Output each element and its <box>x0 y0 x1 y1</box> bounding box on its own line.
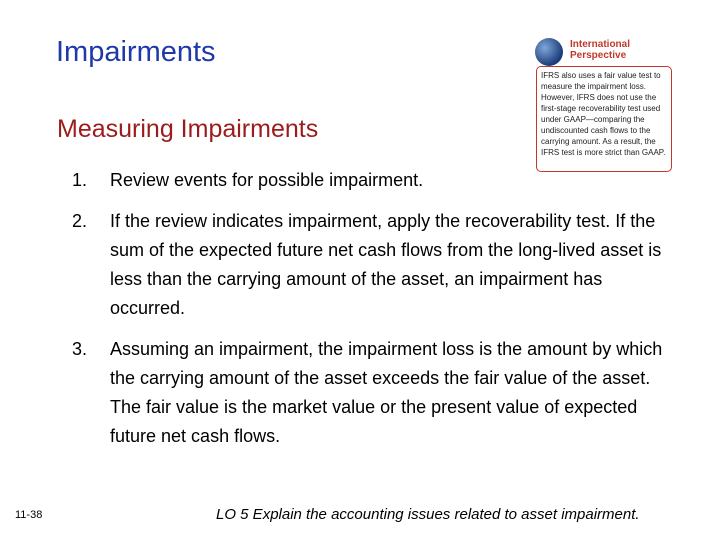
slide-subtitle: Measuring Impairments <box>57 115 319 143</box>
impairment-steps-list <box>72 166 682 463</box>
ip-text: IFRS also uses a fair value test to measure the impairment loss. However, IFRS does not use the first-stage recoverability test used under GAAP—comparing the undiscounted cash flows to the carrying amount. As a result, the IFRS test is more strict than GAAP. <box>536 66 672 172</box>
item-number: 1. <box>72 170 88 190</box>
item-number: 2. <box>72 211 88 231</box>
item-text: Review events for possible impairment. <box>110 170 424 190</box>
item-text: If the review indicates impairment, apply the recoverability test. If the sum of the expected future net cash flows from the long-lived asset is less than the carrying amount of the asset, an impairment has occurred. <box>110 211 662 318</box>
slide-title: Impairments <box>56 36 216 68</box>
list-item <box>72 166 682 195</box>
ip-heading-line1: International <box>570 39 631 50</box>
item-number: 3. <box>72 339 88 359</box>
ip-heading-line2: Perspective <box>570 50 627 61</box>
globe-icon <box>535 38 563 66</box>
list-item <box>72 335 682 451</box>
learning-objective: LO 5 Explain the accounting issues related to asset impairment. <box>216 506 640 523</box>
ip-heading <box>570 39 630 61</box>
item-text: Assuming an impairment, the impairment loss is the amount by which the carrying amount of the asset exceeds the fair value of the asset. The fair value is the market value or the present value of expected future net cash flows. <box>110 339 663 446</box>
slide-number: 11-38 <box>15 509 43 521</box>
international-perspective-box <box>532 36 678 178</box>
list-item <box>72 207 682 323</box>
